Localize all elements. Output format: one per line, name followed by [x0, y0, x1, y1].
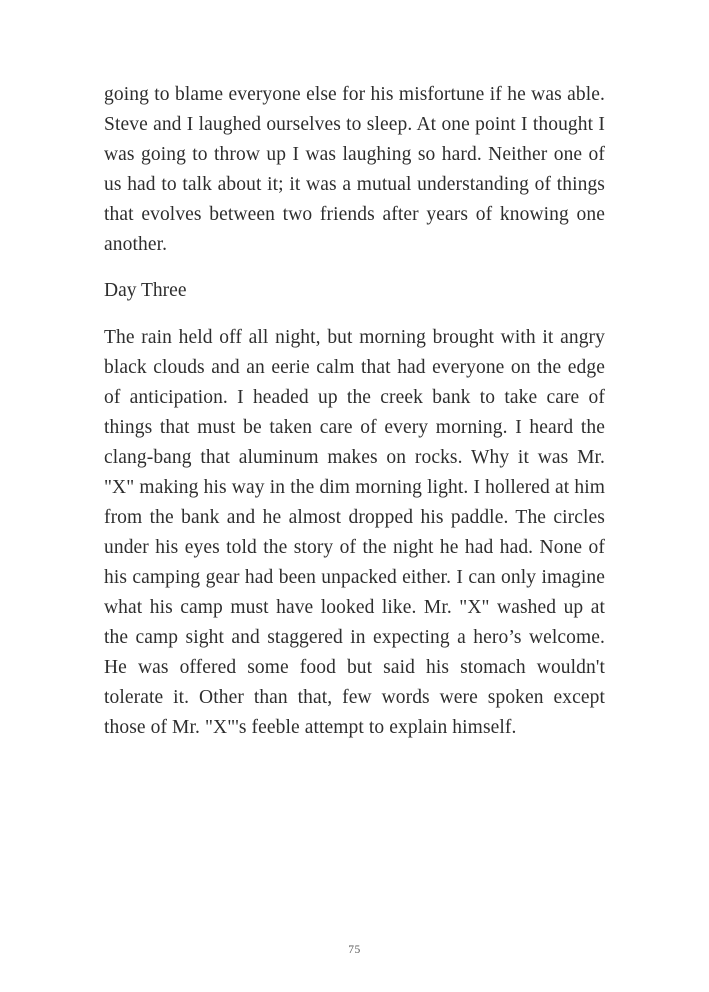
text-column	[104, 80, 605, 759]
paragraph: going to blame everyone else for his misfortune if he was able. Steve and I laughed ourselves to sleep. At one point I thought I was going to throw up I was laughing so hard. Neither one of us had to talk about it; it was a mutual understanding of things that evolves between two friends after years of knowing one another.	[104, 84, 605, 255]
page-number: 75	[348, 944, 361, 956]
paragraph: The rain held off all night, but morning brought with it angry black clouds and an eerie calm that had everyone on the edge of anticipation. I headed up the creek bank to take care of things that must be taken care of every morning. I heard the clang-bang that aluminum makes on rocks. Why it was Mr. "X" making his way in the dim morning light. I hollered at him from the bank and he almost dropped his paddle. The circles under his eyes told the story of the night he had had. None of his camping gear had been unpacked either. I can only imagine what his camp must have looked like. Mr. "X" washed up at the camp sight and staggered in expecting a hero’s welcome. He was offered some food but said his stomach wouldn't tolerate it. Other than that, few words were spoken except those of Mr. "X"'s feeble attempt to explain himself.	[104, 327, 605, 738]
section-heading: Day Three	[104, 280, 187, 301]
